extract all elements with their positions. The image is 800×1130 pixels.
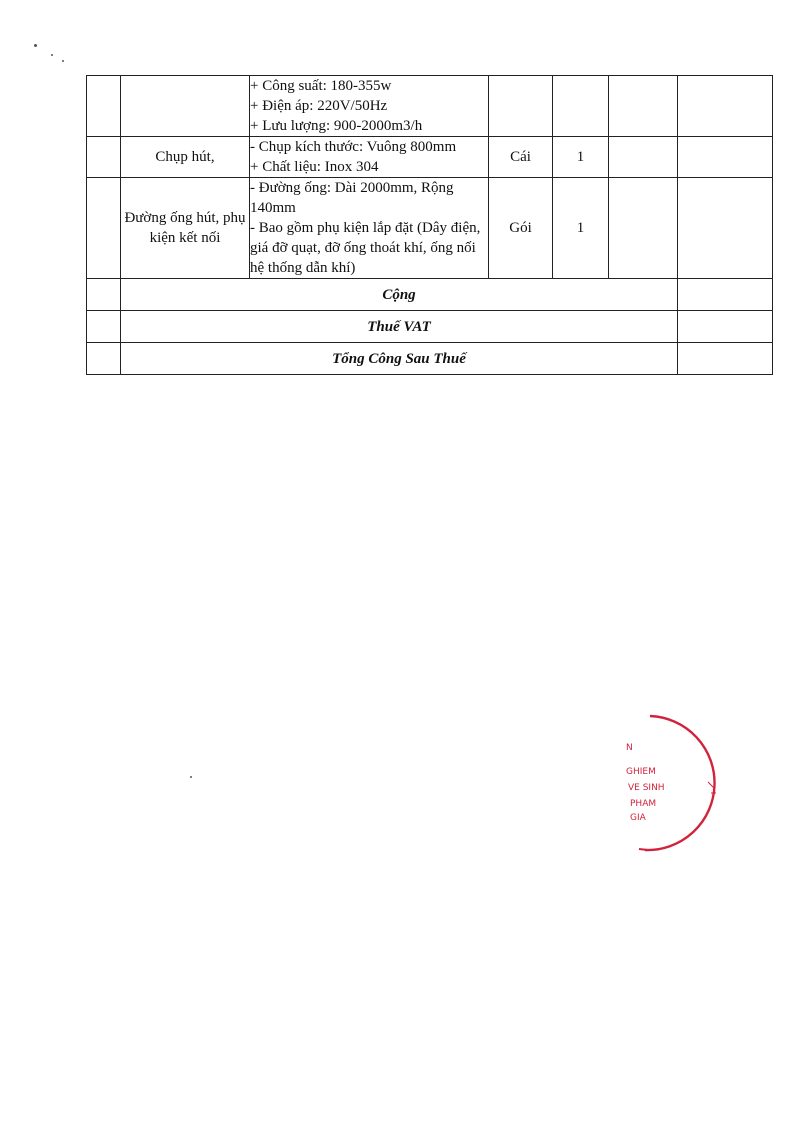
- scan-speck: [51, 54, 53, 56]
- stt-cell: [87, 279, 121, 311]
- stamp-text: N: [626, 743, 633, 753]
- spec-line: + Điện áp: 220V/50Hz: [250, 98, 388, 114]
- table-row: [87, 178, 773, 279]
- spec-line: + Công suất: 180-355w: [250, 78, 392, 94]
- scan-speck: [190, 776, 192, 778]
- item-name-cell: Đường ống hút, phụ kiện kết nối: [121, 178, 250, 279]
- quantity-cell: 1: [553, 178, 609, 279]
- subtotal-amount-cell: [678, 279, 773, 311]
- subtotal-row: [87, 279, 773, 311]
- amount-cell: [678, 178, 773, 279]
- subtotal-label: Cộng: [121, 279, 678, 311]
- table-row: [87, 137, 773, 178]
- grand-total-amount-cell: [678, 343, 773, 375]
- stamp-text: VE SINH: [628, 783, 665, 793]
- amount-cell: [678, 76, 773, 137]
- stt-cell: [87, 311, 121, 343]
- spec-line: - Chụp kích thước: Vuông 800mm: [250, 139, 457, 155]
- stamp-text: GIA: [630, 813, 646, 823]
- quantity-cell: 1: [553, 137, 609, 178]
- table-row: [87, 76, 773, 137]
- unit-cell: Gói: [489, 178, 553, 279]
- item-spec-cell: [250, 76, 489, 137]
- vat-row: [87, 311, 773, 343]
- quotation-table: [86, 75, 773, 375]
- item-spec-cell: [250, 137, 489, 178]
- item-name-cell: [121, 76, 250, 137]
- spec-line: + Lưu lượng: 900-2000m3/h: [250, 118, 423, 134]
- spec-line: + Chất liệu: Inox 304: [250, 159, 379, 175]
- stt-cell: [87, 343, 121, 375]
- stamp-text: GHIEM: [626, 767, 656, 777]
- unit-cell: [489, 76, 553, 137]
- stt-cell: [87, 76, 121, 137]
- stt-cell: [87, 178, 121, 279]
- spec-line: - Bao gồm phụ kiện lắp đặt (Dây điện, giá đỡ quạt, đỡ ống thoát khí, ống nối hệ thống dẫn khí): [250, 220, 481, 276]
- vat-label: Thuế VAT: [121, 311, 678, 343]
- grand-total-row: [87, 343, 773, 375]
- unit-cell: Cái: [489, 137, 553, 178]
- grand-total-label: Tổng Công Sau Thuế: [121, 343, 678, 375]
- spec-line: - Đường ống: Dài 2000mm, Rộng 140mm: [250, 180, 454, 216]
- item-name-cell: Chụp hút,: [121, 137, 250, 178]
- company-stamp-icon: [610, 710, 730, 855]
- item-spec-cell: [250, 178, 489, 279]
- unit-price-cell: [609, 178, 678, 279]
- stamp-text: PHAM: [630, 799, 657, 809]
- vat-amount-cell: [678, 311, 773, 343]
- stt-cell: [87, 137, 121, 178]
- scan-speck: [34, 44, 37, 47]
- quantity-cell: [553, 76, 609, 137]
- scan-speck: [62, 60, 64, 62]
- amount-cell: [678, 137, 773, 178]
- unit-price-cell: [609, 137, 678, 178]
- unit-price-cell: [609, 76, 678, 137]
